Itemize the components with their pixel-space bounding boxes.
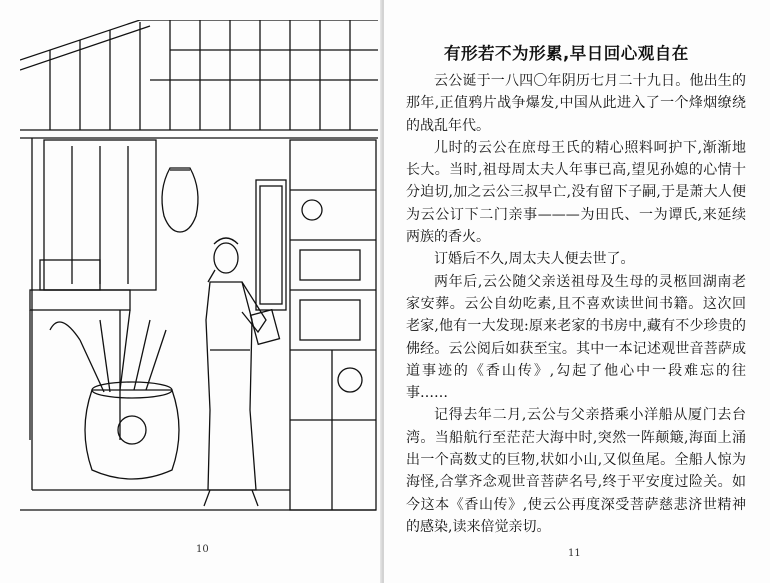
body-text [406, 70, 746, 538]
page-number: 10 [196, 544, 209, 555]
roof-beams [20, 20, 378, 138]
scroll-pot [50, 310, 179, 479]
right-page [384, 0, 770, 583]
paragraph: 儿时的云公在庶母王氏的精心照料呵护下,渐渐地长大。当时,祖母周太夫人年事已高,望见孙媳的心情十分迫切,加之云公三叔早亡,没有留下子嗣,于是萧大人便为云公订下二门亲事———为田氏、一为谭氏,来延续两族的香火。 [406, 139, 746, 246]
page-number: 11 [568, 548, 581, 559]
scholar-in-library-illustration [20, 20, 378, 520]
left-page [0, 0, 382, 583]
altar-table [30, 260, 130, 440]
paragraph: 两年后,云公随父亲送祖母及生母的灵柩回湖南老家安葬。云公自幼吃素,且不喜欢读世间书籍。这次回老家,他有一大发现:原来老家的书房中,藏有不少珍贵的佛经。云公阅后如获至宝。其中一本记述观世音菩萨成道事迹的《香山传》,勾起了他心中一段难忘的往事…… [406, 273, 746, 402]
vase [162, 168, 198, 232]
bookcase [290, 140, 376, 510]
paragraph: 订婚后不久,周太夫人便去世了。 [434, 251, 635, 268]
chapter-title: 有形若不为形累,早日回心观自在 [444, 44, 689, 63]
paragraph: 云公诞于一八四〇年阴历七月二十九日。他出生的那年,正值鸦片战争爆发,中国从此进入了一个烽烟缭绕的战乱年代。 [406, 73, 746, 134]
scholar-figure [204, 238, 280, 506]
window-frame [256, 180, 286, 310]
paragraph: 记得去年二月,云公与父亲搭乘小洋船从厦门去台湾。当船航行至茫茫大海中时,突然一阵颠簸,海面上涌出一个高数丈的巨物,状如小山,又似鱼尾。全船人惊为海怪,合掌齐念观世音菩萨名号,终于平安度过险关。如今这本《香山传》,使云公再度深受菩萨慈悲济世精神的感染,读来倍觉亲切。 [406, 407, 746, 535]
